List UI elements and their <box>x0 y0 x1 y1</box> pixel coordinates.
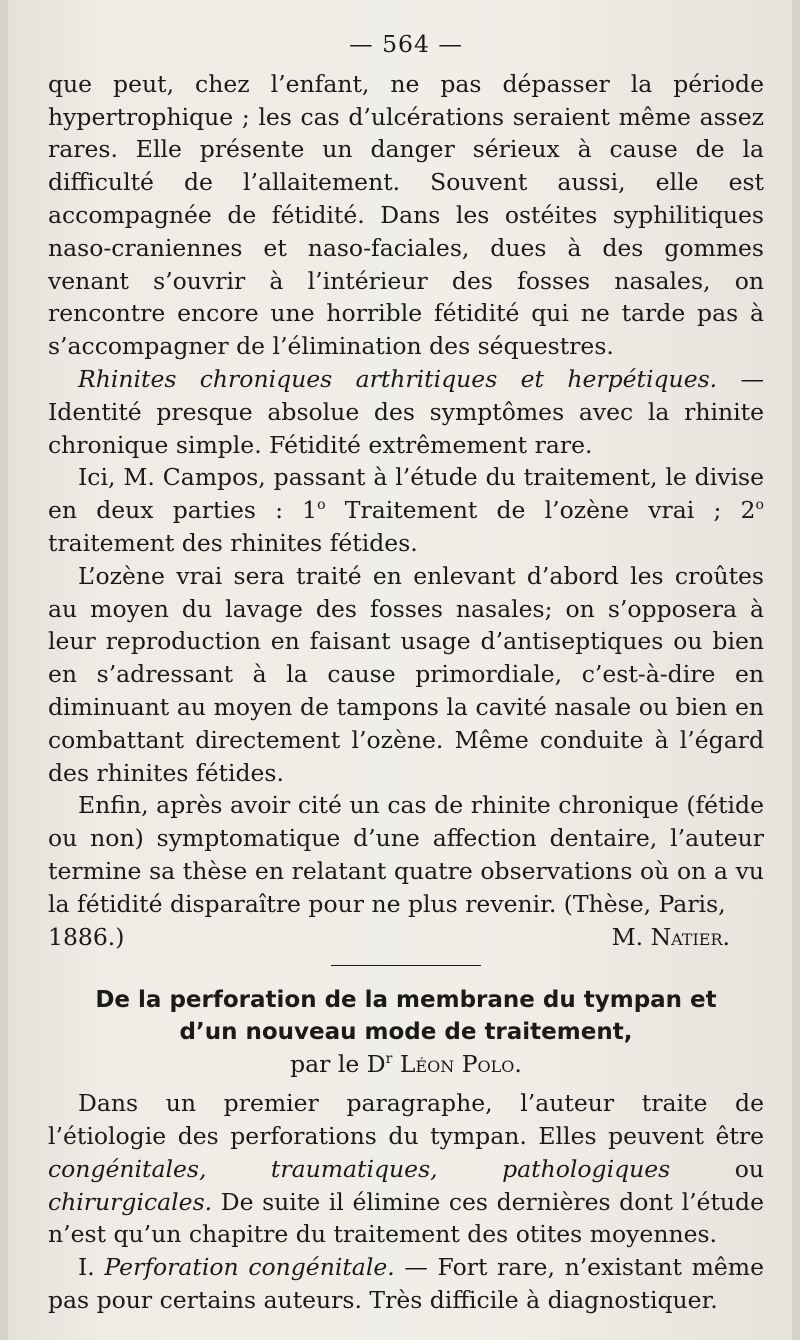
signature-line <box>48 921 764 954</box>
section-heading-italic: Rhinites chroniques arthritiques et herpétiques. <box>78 364 718 393</box>
paragraph-text: — Fort rare, n’existant même pas pour certains auteurs. Très difficile à diagnostiquer. <box>48 1253 764 1314</box>
italic-term: chirurgicales. <box>48 1187 213 1216</box>
section-heading-italic: Perforation congénitale. <box>104 1253 395 1282</box>
paragraph-text: Ici, M. Campos, passant à l’étude du traitement, le divise en deux parties : 1 <box>48 463 764 525</box>
page-content <box>48 28 764 1317</box>
ordinal-superscript: o <box>755 497 764 514</box>
ordinal-superscript: o <box>317 497 326 514</box>
paragraph-conclusion: Enfin, après avoir cité un cas de rhinite chronique (fétide ou non) symptomatique d’une affection dentaire, l’auteur termine sa thèse en relatant quatre observations où on a vu la fétidité disparaître pour ne plus revenir. (Thèse, Paris, <box>48 791 764 918</box>
paragraph-text: Dans un premier paragraphe, l’auteur traite de l’étiologie des perforations du tympan. Elles peuvent être <box>48 1089 764 1150</box>
paragraph-treatment-intro <box>48 461 764 559</box>
paragraph-text: ou <box>670 1154 764 1183</box>
review-author: M. Natier. <box>611 922 730 951</box>
thesis-year: 1886.) <box>48 922 125 951</box>
paragraph-text: traitement des rhinites fétides. <box>48 528 418 557</box>
byline-superscript: r <box>385 1051 393 1068</box>
byline-author: Léon Polo. <box>392 1050 522 1079</box>
paragraph-text: De suite il élimine ces dernières dont l’étude n’est qu’un chapitre du traitement des otites moyennes. <box>48 1187 764 1249</box>
paragraph-syphilis: que peut, chez l’enfant, ne pas dépasser la période hypertrophique ; les cas d’ulcérations seraient même assez rares. Elle présente un danger sérieux à cause de la difficulté de l’allaitement. Souvent aussi, elle est accompagnée de fétidité. Dans les ostéites syphilitiques naso-craniennes et naso-faciales, dues à des gommes venant s’ouvrir à l’intérieur des fosses nasales, on rencontre encore une horrible fétidité qui ne tarde pas à s’accompagner de l’élimination des séquestres. <box>48 69 764 361</box>
section-divider <box>331 965 481 966</box>
page-number: — 564 — <box>349 30 463 58</box>
italic-terms: congénitales, traumatiques, pathologiques <box>48 1154 671 1183</box>
article-byline <box>48 1048 764 1081</box>
section-number: I. <box>78 1253 105 1282</box>
article-title-line-1: De la perforation de la membrane du tympan et <box>95 987 717 1014</box>
byline-prefix: par le D <box>290 1050 386 1079</box>
article-title-line-2: d’un nouveau mode de traitement, <box>179 1019 633 1046</box>
paragraph-text: — Identité presque absolue des symptômes avec la rhinite chronique simple. Fétidité extrêmement rare. <box>48 364 764 459</box>
paragraph-ozena-treatment: L’ozène vrai sera traité en enlevant d’abord les croûtes au moyen du lavage des fosses nasales; on s’opposera à leur reproduction en faisant usage d’antiseptiques ou bien en s’adressant à la cause primordiale, c’est-à-dire en diminuant au moyen de tampons la cavité nasale ou bien en combattant directement l’ozène. Même conduite à l’égard des rhinites fétides. <box>48 561 764 787</box>
page <box>8 0 792 1340</box>
paragraph-congenital <box>48 1251 764 1317</box>
paragraph-etiology <box>48 1087 764 1251</box>
paragraph-arthritic-rhinitis <box>48 363 764 461</box>
paragraph-text: Traitement de l’ozène vrai ; 2 <box>325 496 756 525</box>
